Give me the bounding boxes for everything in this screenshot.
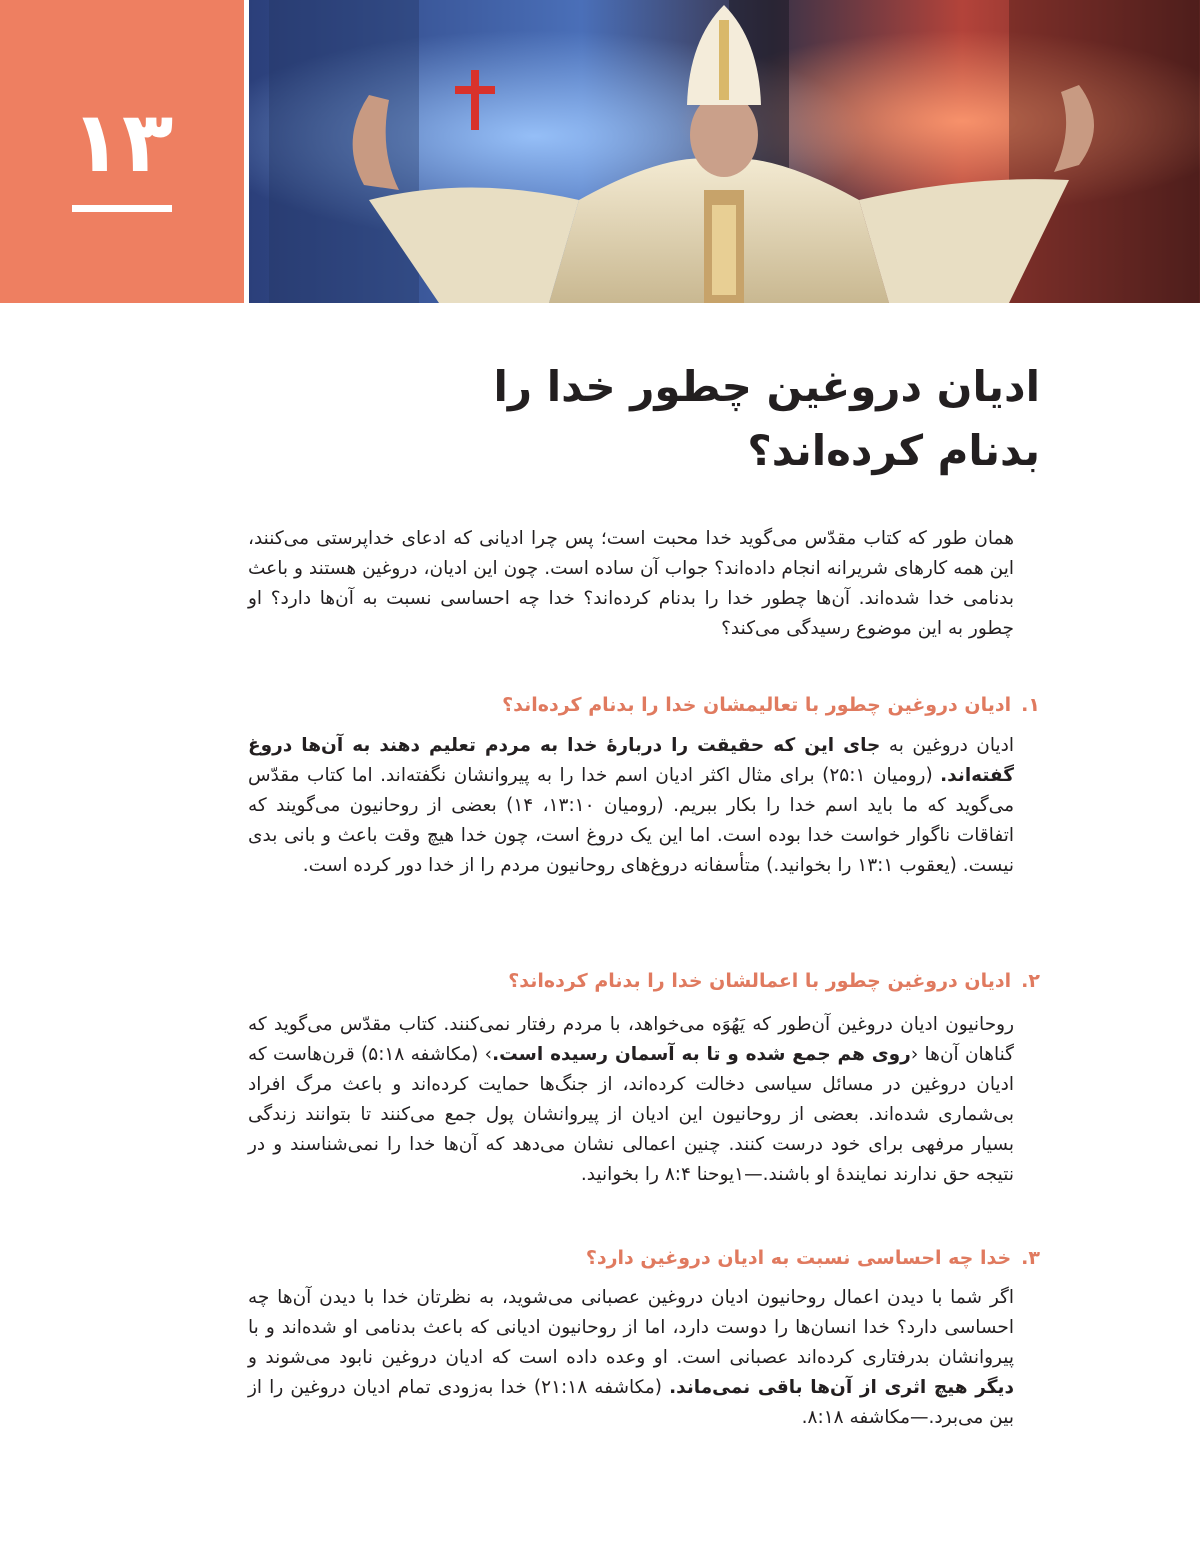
answer-3-text-a: اگر شما با دیدن اعمال روحانیون ادیان دروغین عصبانی می‌شوید، به نظرتان خدا با دیدن آن‌ها چه احساسی دارد؟ خدا انسان‌ها را دوست دارد، اما از روحانیون ادیانی که باعث بدنامی او شده‌اند و با پیروانشان بدرفتاری کرده‌اند عصبانی است. او وعده داده است که ادیان دروغین نابود می‌شوند و <box>248 1287 1014 1368</box>
question-1-heading <box>240 690 1040 720</box>
answer-1-text-b: (رومیان ۱:‏۲۵) برای مثال اکثر ادیان اسم خدا را به پیروانشان نگفته‌اند. اما کتاب مقدّس می‌گوید که ما باید اسم خدا را بکار ببریم. (رومیان ۱۰:‏۱۳، ۱۴) بعضی از روحانیون می‌گویند که اتفاقات ناگوار خواست خدا بوده است. اما این یک دروغ است، چون خدا هیچ وقت باعث و بانی بدی نیست. (یعقوب ۱:‏۱۳ را بخوانید.) متأسفانه دروغ‌های روحانیون مردم را از خدا دور کرده است. <box>248 765 1014 876</box>
answer-3-paragraph <box>248 1283 1014 1433</box>
question-1-number: ۱. <box>1021 694 1040 716</box>
priest-illustration <box>249 0 1200 303</box>
lesson-number: ۱۳ <box>70 93 174 191</box>
lesson-number-box <box>0 0 244 303</box>
answer-1-bold: جای این که حقیقت را دربارهٔ خدا به مردم تعلیم دهند به آن‌ها دروغ گفته‌اند. <box>248 735 1015 786</box>
intro-paragraph: همان طور که کتاب مقدّس می‌گوید خدا محبت است؛ پس چرا ادیانی که ادعای خداپرستی می‌کنند، این همه کارهای شریرانه انجام داده‌اند؟ جواب آن ساده است. چون این ادیان، دروغین هستند و باعث بدنامی خدا شده‌اند. آن‌ها چطور خدا را بدنام کرده‌اند؟ خدا چه احساسی نسبت به آن‌ها دارد؟ او چطور به این موضوع رسیدگی می‌کند؟ <box>248 528 1014 639</box>
page-title-line-2: بدنام کرده‌اند؟ <box>747 426 1040 475</box>
answer-2-text-a: روحانیون ادیان دروغین آن‌طور که یَهُوَه می‌خواهد، با مردم رفتار نمی‌کنند. کتاب مقدّس می‌گوید که گناهان آن‌ها ‹ <box>248 1014 1014 1065</box>
answer-1-text-a: ادیان دروغین به <box>880 735 1015 756</box>
question-3-heading <box>240 1243 1040 1273</box>
question-2-text: ادیان دروغین چطور با اعمالشان خدا را بدنام کرده‌اند؟ <box>508 970 1012 992</box>
question-2-heading <box>240 966 1040 996</box>
lesson-number-underline <box>72 205 172 212</box>
answer-3-bold: دیگر هیچ اثری از آن‌ها باقی نمی‌ماند. <box>669 1377 1014 1398</box>
question-3-number: ۳. <box>1021 1247 1040 1269</box>
page-title <box>260 355 1040 483</box>
question-1-text: ادیان دروغین چطور با تعالیمشان خدا را بدنام کرده‌اند؟ <box>502 694 1012 716</box>
question-2-number: ۲. <box>1021 970 1040 992</box>
answer-2-bold: روی هم جمع شده و تا به آسمان رسیده است. <box>492 1044 911 1065</box>
hero-image <box>249 0 1200 303</box>
question-3-text: خدا چه احساسی نسبت به ادیان دروغین دارد؟ <box>585 1247 1012 1269</box>
answer-3-text-b: (مکاشفه ۱۸:‏۲۱) خدا به‌زودی تمام ادیان دروغین را از بین می‌برد.—مکاشفه ۱۸:‏۸. <box>248 1377 1014 1428</box>
answer-2-text-b: › (مکاشفه ۱۸:‏۵) قرن‌هاست که ادیان دروغین در مسائل سیاسی دخالت کرده‌اند، از جنگ‌ها حمایت کرده‌اند و باعث مرگ افراد بی‌شماری شده‌اند. بعضی از روحانیون این ادیان از پیروانشان پول جمع می‌کنند تا بتوانند زندگی بسیار مرفهی برای خود درست کنند. چنین اعمالی نشان می‌دهد که آن‌ها خدا را نمی‌شناسند و در نتیجه حق ندارند نمایندهٔ او باشند.—۱یوحنا ۴:‏۸ را بخوانید. <box>248 1044 1014 1185</box>
answer-1-paragraph <box>248 731 1014 881</box>
answer-2-paragraph <box>248 1010 1014 1190</box>
page-title-line-1: ادیان دروغین چطور خدا را <box>493 362 1040 411</box>
